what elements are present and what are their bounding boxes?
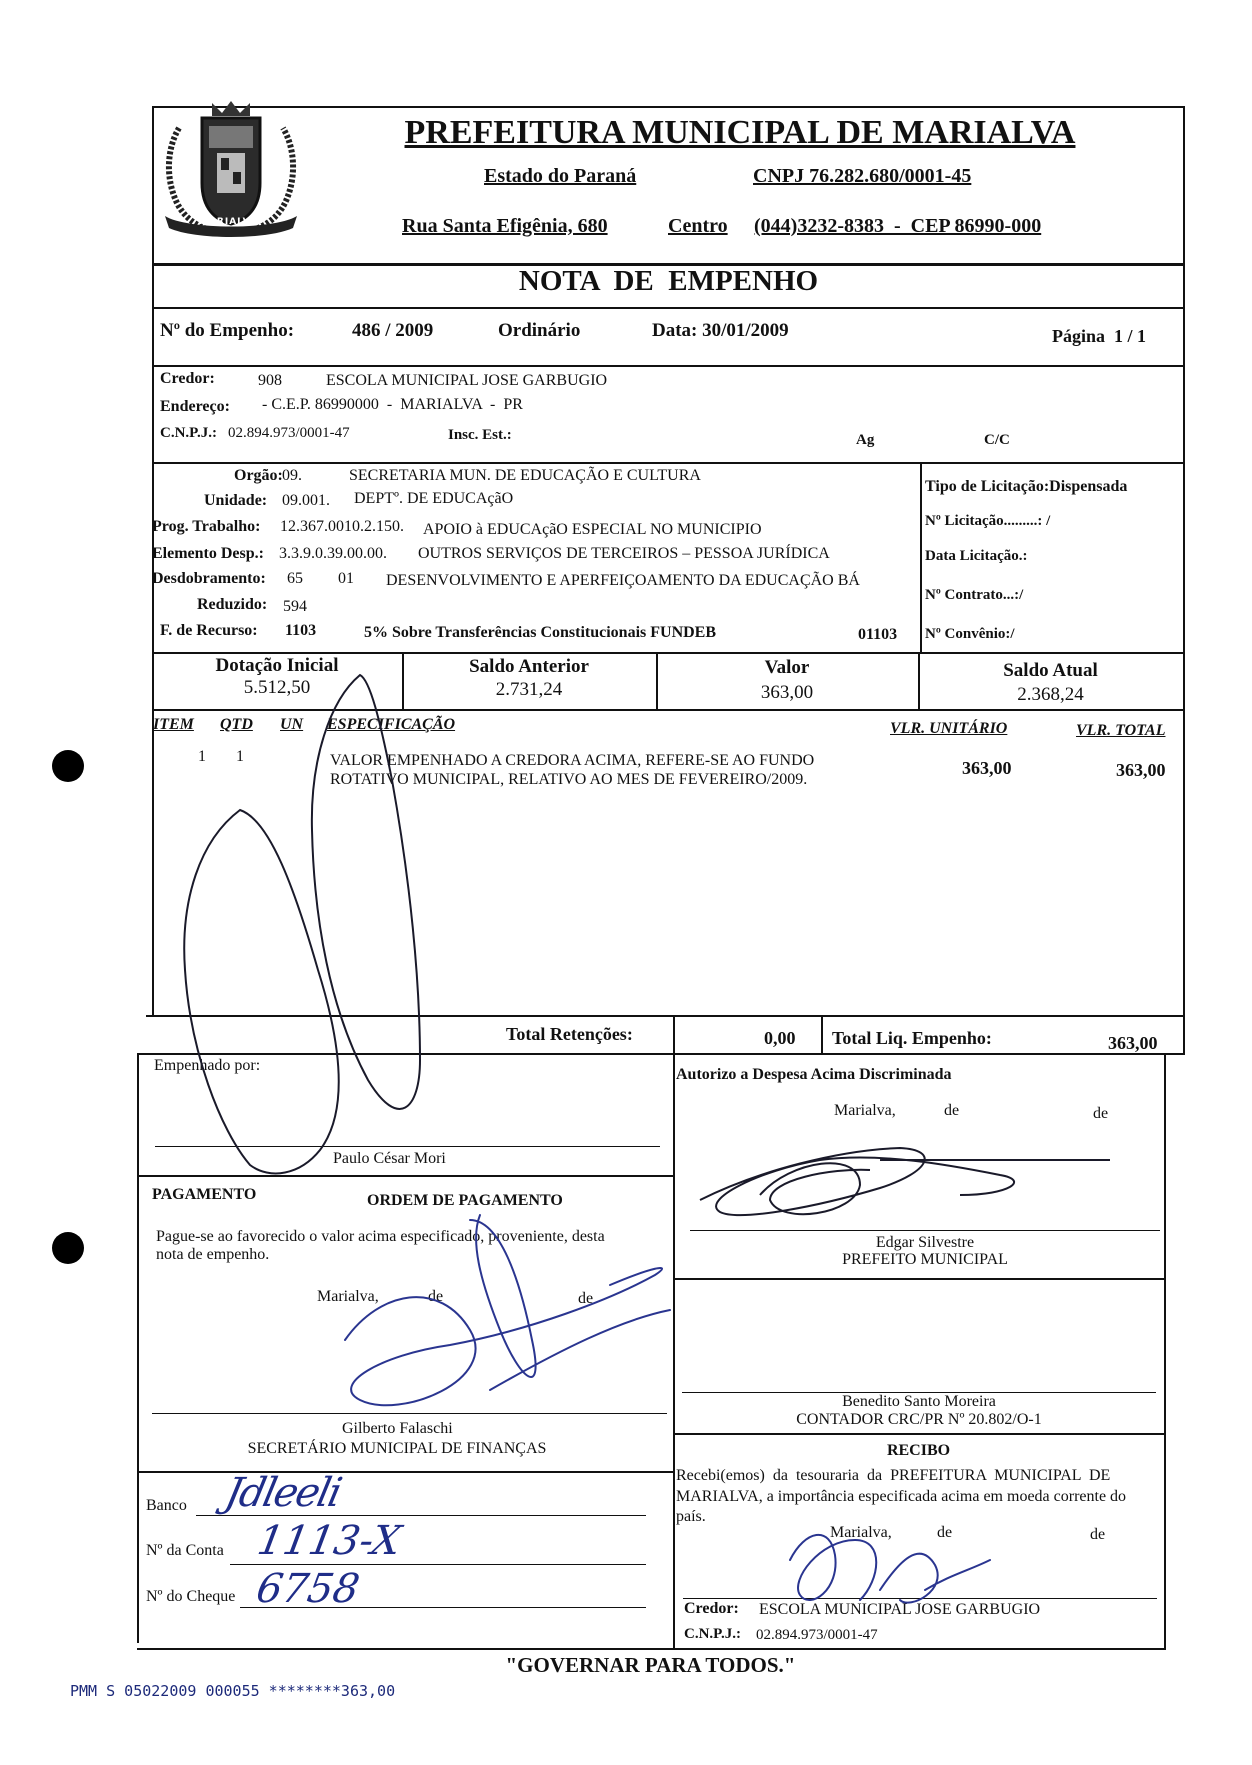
- item-desc-line1: VALOR EMPENHADO A CREDORA ACIMA, REFERE-SE AO FUNDO: [330, 752, 815, 769]
- autorizo-role: PREFEITO MUNICIPAL: [842, 1251, 1008, 1268]
- empenhado-label: Empenhado por:: [154, 1057, 261, 1074]
- item-total-value: 363,00: [1116, 760, 1166, 780]
- empenhado-signer: Paulo César Mori: [333, 1150, 446, 1167]
- pagamento-de-1: de: [428, 1288, 444, 1305]
- recibo-credor-label: Credor:: [684, 1600, 739, 1617]
- recibo-label: RECIBO: [886, 1442, 951, 1459]
- unidade-name: DEPTº. DE EDUCAçãO: [354, 490, 514, 507]
- header-cnpj: CNPJ 76.282.680/0001-45: [753, 165, 972, 187]
- item-desc-line2: ROTATIVO MUNICIPAL, RELATIVO AO MES DE FEVEREIRO/2009.: [330, 771, 808, 788]
- empenho-date: Data: 30/01/2009: [652, 320, 789, 341]
- recurso-code-2: 01103: [858, 626, 898, 643]
- desd-code: 65: [287, 570, 303, 587]
- empenho-type: Ordinário: [498, 320, 581, 341]
- orgao-label: Orgão:: [234, 467, 283, 484]
- contador-role: CONTADOR CRC/PR Nº 20.802/O-1: [796, 1411, 1042, 1428]
- header-state: Estado do Paraná: [484, 165, 637, 187]
- items-col-total: VLR. TOTAL: [1076, 722, 1166, 739]
- recibo-credor-name: ESCOLA MUNICIPAL JOSE GARBUGIO: [759, 1601, 1041, 1618]
- insc-label: Insc. Est.:: [448, 427, 512, 443]
- recibo-text-3: país.: [676, 1508, 706, 1525]
- recurso-name: 5% Sobre Transferências Constitucionais FUNDEB: [364, 624, 717, 641]
- credor-name: ESCOLA MUNICIPAL JOSE GARBUGIO: [326, 372, 608, 389]
- recibo-de-2: de: [1090, 1526, 1106, 1543]
- cc-label: C/C: [984, 432, 1010, 448]
- prog-name: APOIO à EDUCAçãO ESPECIAL NO MUNICIPIO: [423, 521, 762, 538]
- financas-signature: [345, 1215, 670, 1405]
- elem-name: OUTROS SERVIÇOS DE TERCEIROS – PESSOA JURÍDICA: [418, 545, 830, 562]
- signature-loop-left: [184, 810, 339, 1173]
- licitacao-tipo: Tipo de Licitação:Dispensada: [925, 478, 1128, 495]
- pagamento-signer: Gilberto Falaschi: [342, 1420, 453, 1437]
- valor-value: 363,00: [760, 682, 814, 703]
- header-phone-cep: (044)3232-8383 - CEP 86990-000: [754, 215, 1042, 237]
- items-col-item: ITEM: [153, 716, 194, 733]
- autorizo-place: Marialva,: [834, 1102, 896, 1119]
- crest-banner-text: MARIALVA: [199, 217, 258, 227]
- orgao-code: 09.: [282, 467, 302, 484]
- unidade-code: 09.001.: [282, 492, 330, 509]
- item-unit-value: 363,00: [962, 758, 1012, 778]
- recibo-text-2: MARIALVA, a importância especificada acima em moeda corrente do: [676, 1488, 1127, 1505]
- pagamento-de-2: de: [578, 1290, 594, 1307]
- pagamento-text-1: Pague-se ao favorecido o valor acima especificado, proveniente, desta: [156, 1228, 605, 1245]
- item-number: 1: [198, 748, 206, 765]
- recibo-cnpj: 02.894.973/0001-47: [756, 1627, 878, 1643]
- address-value: - C.E.P. 86990000 - MARIALVA - PR: [262, 396, 523, 413]
- dotacao-label: Dotação Inicial: [215, 655, 339, 676]
- item-qtd: 1: [236, 748, 244, 765]
- banco-label: Banco: [146, 1497, 187, 1514]
- empenho-label: Nº do Empenho:: [160, 320, 295, 341]
- items-col-un: UN: [280, 716, 304, 733]
- prog-label: Prog. Trabalho:: [152, 518, 261, 535]
- licitacao-numero: Nº Licitação.........: /: [925, 513, 1051, 529]
- items-col-spec: ESPECIFICAÇÃO: [327, 716, 456, 733]
- recibo-de-1: de: [937, 1524, 953, 1541]
- recibo-text-1: Recebi(emos) da tesouraria da PREFEITURA MUNICIPAL DE: [676, 1467, 1111, 1484]
- header-street: Rua Santa Efigênia, 680: [402, 215, 608, 237]
- dotacao-value: 5.512,50: [243, 677, 311, 698]
- autorizo-label: Autorizo a Despesa Acima Discriminada: [676, 1066, 952, 1083]
- prefeito-signature: [700, 1148, 1110, 1215]
- pagamento-role: SECRETÁRIO MUNICIPAL DE FINANÇAS: [247, 1440, 547, 1457]
- desd-sub: 01: [338, 570, 354, 587]
- conta-handwritten: 1113-X: [253, 1518, 405, 1564]
- machine-stamp: PMM S 05022009 000055 ********363,00: [70, 1682, 396, 1700]
- autorizo-de-2: de: [1093, 1105, 1109, 1122]
- valor-label: Valor: [764, 657, 810, 678]
- banco-handwritten: Jdleeli: [221, 1470, 345, 1516]
- retencoes-label: Total Retenções:: [506, 1024, 633, 1044]
- empenho-number: 486 / 2009: [352, 320, 434, 341]
- header-title: PREFEITURA MUNICIPAL DE MARIALVA: [404, 114, 1076, 151]
- recibo-signature: [790, 1535, 990, 1603]
- total-liq-label: Total Liq. Empenho:: [832, 1028, 992, 1048]
- cancel-loop-stroke: [312, 675, 420, 1109]
- pagamento-text-2: nota de empenho.: [156, 1246, 270, 1263]
- items-col-unit: VLR. UNITÁRIO: [890, 720, 1008, 737]
- credor-cnpj: 02.894.973/0001-47: [228, 425, 350, 441]
- prog-code: 12.367.0010.2.150.: [280, 518, 404, 535]
- reduzido-label: Reduzido:: [197, 596, 268, 613]
- credor-code: 908: [258, 372, 282, 389]
- address-label: Endereço:: [160, 398, 230, 415]
- desd-name: DESENVOLVIMENTO E APERFEIÇOAMENTO DA EDUCAÇÃO BÁ: [386, 572, 860, 589]
- total-liq-value: 363,00: [1108, 1033, 1158, 1053]
- credor-label: Credor:: [160, 370, 215, 387]
- licitacao-data: Data Licitação.:: [925, 548, 1028, 564]
- elem-code: 3.3.9.0.39.00.00.: [279, 545, 387, 562]
- saldo-atual-value: 2.368,24: [1017, 684, 1084, 705]
- contador-signer: Benedito Santo Moreira: [842, 1393, 996, 1410]
- ag-label: Ag: [856, 432, 875, 448]
- licitacao-convenio: Nº Convênio:/: [925, 626, 1015, 642]
- empenho-page: Página 1 / 1: [1052, 326, 1147, 346]
- orgao-name: SECRETARIA MUN. DE EDUCAÇÃO E CULTURA: [349, 467, 701, 484]
- doc-title: NOTA DE EMPENHO: [518, 265, 819, 297]
- pagamento-label: PAGAMENTO: [152, 1186, 257, 1203]
- recurso-label: F. de Recurso:: [160, 622, 258, 639]
- conta-label: Nº da Conta: [146, 1542, 224, 1559]
- header-district: Centro: [668, 215, 728, 237]
- cheque-label: Nº do Cheque: [146, 1588, 236, 1605]
- recibo-cnpj-label: C.N.P.J.:: [684, 1626, 741, 1642]
- cheque-handwritten: 6758: [252, 1566, 363, 1612]
- retencoes-value: 0,00: [764, 1028, 796, 1048]
- autorizo-de-1: de: [944, 1102, 960, 1119]
- licitacao-contrato: Nº Contrato...:/: [925, 587, 1024, 603]
- autorizo-signer: Edgar Silvestre: [875, 1234, 975, 1251]
- pagamento-place: Marialva,: [317, 1288, 379, 1305]
- unidade-label: Unidade:: [204, 492, 268, 509]
- saldo-anterior-value: 2.731,24: [495, 679, 563, 700]
- elem-label: Elemento Desp.:: [152, 545, 264, 562]
- reduzido-code: 594: [283, 598, 307, 615]
- recibo-place: Marialva,: [830, 1524, 892, 1541]
- credor-cnpj-label: C.N.P.J.:: [160, 425, 217, 441]
- saldo-atual-label: Saldo Atual: [1003, 660, 1098, 681]
- motto: "GOVERNAR PARA TODOS.": [505, 1653, 796, 1677]
- saldo-anterior-label: Saldo Anterior: [469, 656, 589, 677]
- items-col-qtd: QTD: [220, 716, 253, 733]
- desd-label: Desdobramento:: [152, 570, 266, 587]
- ordem-pagamento-label: ORDEM DE PAGAMENTO: [367, 1192, 563, 1209]
- recurso-code: 1103: [285, 622, 317, 639]
